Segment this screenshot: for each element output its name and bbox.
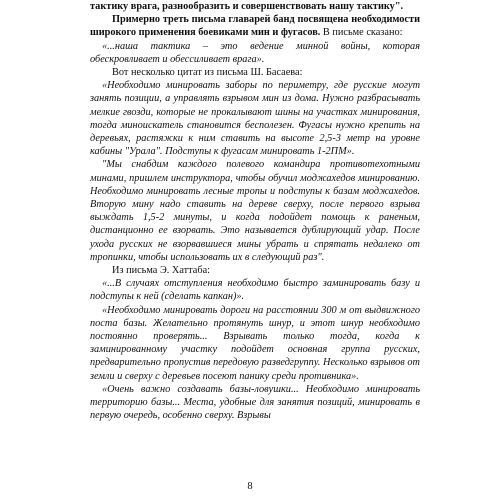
quote-basaev-1-text: «Необходимо минировать заборы по периметру, где русские могут занять позиции, а управлять взрывом мин из дома. Нужно разбрасывать мелкие гвозди, которые не прокалывают шины на участках минирования, тогда миноискатель становится бесполезен. Фугасы нужно крепить на деревьях, растяжки к ним ставить на высоте 2,5-3 метр на уровне кабины "Урала". Подступы к фугасам минировать 1-2ПМ». xyxy=(90,80,420,158)
quote-khattab-1-text: «...В случаях отступления необходимо быстро заминировать базу и подступы к ней (сделать капкан)». xyxy=(90,278,420,303)
quote-basaev-1 xyxy=(90,79,420,158)
page-number: 8 xyxy=(247,481,253,492)
quote-khattab-3 xyxy=(90,383,420,423)
heading-khattab-text: Из письма Э. Хаттаба: xyxy=(112,265,211,277)
intro-bold-start: Примерно треть письма главарей банд посвящена необходимости xyxy=(112,14,420,26)
intro-line xyxy=(90,0,420,13)
heading-basaev xyxy=(90,66,420,79)
heading-basaev-text: Вот несколько цитат из письма Ш. Басаева: xyxy=(112,67,303,79)
quote-basaev-2 xyxy=(90,158,420,264)
quote-khattab-2-text: «Необходимо минировать дороги на расстоянии 300 м от выдвижного поста базы. Желательно протянуть шнур, и этот шнур необходимо постоянно проверять... Взрывать только тогда, когда к заминированному участку подойдет основная группа русских, предварительно пропустив передовую разведгруппу. Несколько взрывов от земли и сверху с деревьев посеют панику среди противника». xyxy=(90,304,420,382)
intro-plain: В письме сказано: xyxy=(320,27,403,39)
quote-tactics xyxy=(90,40,420,66)
intro-text: тактику врага, разнообразить и совершенствовать нашу тактику". xyxy=(90,1,404,12)
quote-khattab-1 xyxy=(90,277,420,303)
quote-khattab-3-text: «Очень важно создавать базы-ловушки... Необходимо минировать территорию базы... Места, удобные для занятия позиций, минировать в первую очередь, особенно сверху. Взрывы xyxy=(90,383,420,422)
heading-khattab xyxy=(90,264,420,277)
quote-khattab-2 xyxy=(90,304,420,383)
quote-tactics-text: «...наша тактика – это ведение минной войны, которая обескровливает и обессиливает врага». xyxy=(90,40,420,65)
quote-basaev-2-text: "Мы снабдим каждого полевого командира противотехотными минами, пришлем инструктора, чтобы обучил моджахедов минированию. Необходимо минировать лесные тропы и подступы к базам моджахедов. Вторую мину надо ставить на дереве сверху, после первого взрыва выждать 1,5-2 минуты, и когда подойдет помощь к раненым, дистанционно ее взорвать. Это называется дублирующий удар. После ухода русских не взорвавшиеся мины убрать и спрятать недалеко от тропинки, чтобы использовать их в следующий раз". xyxy=(90,159,420,263)
intro-paragraph xyxy=(90,13,420,39)
intro-bold-end: широкого применения боевиками мин и фугасов. xyxy=(90,27,321,39)
document-page xyxy=(90,0,420,423)
